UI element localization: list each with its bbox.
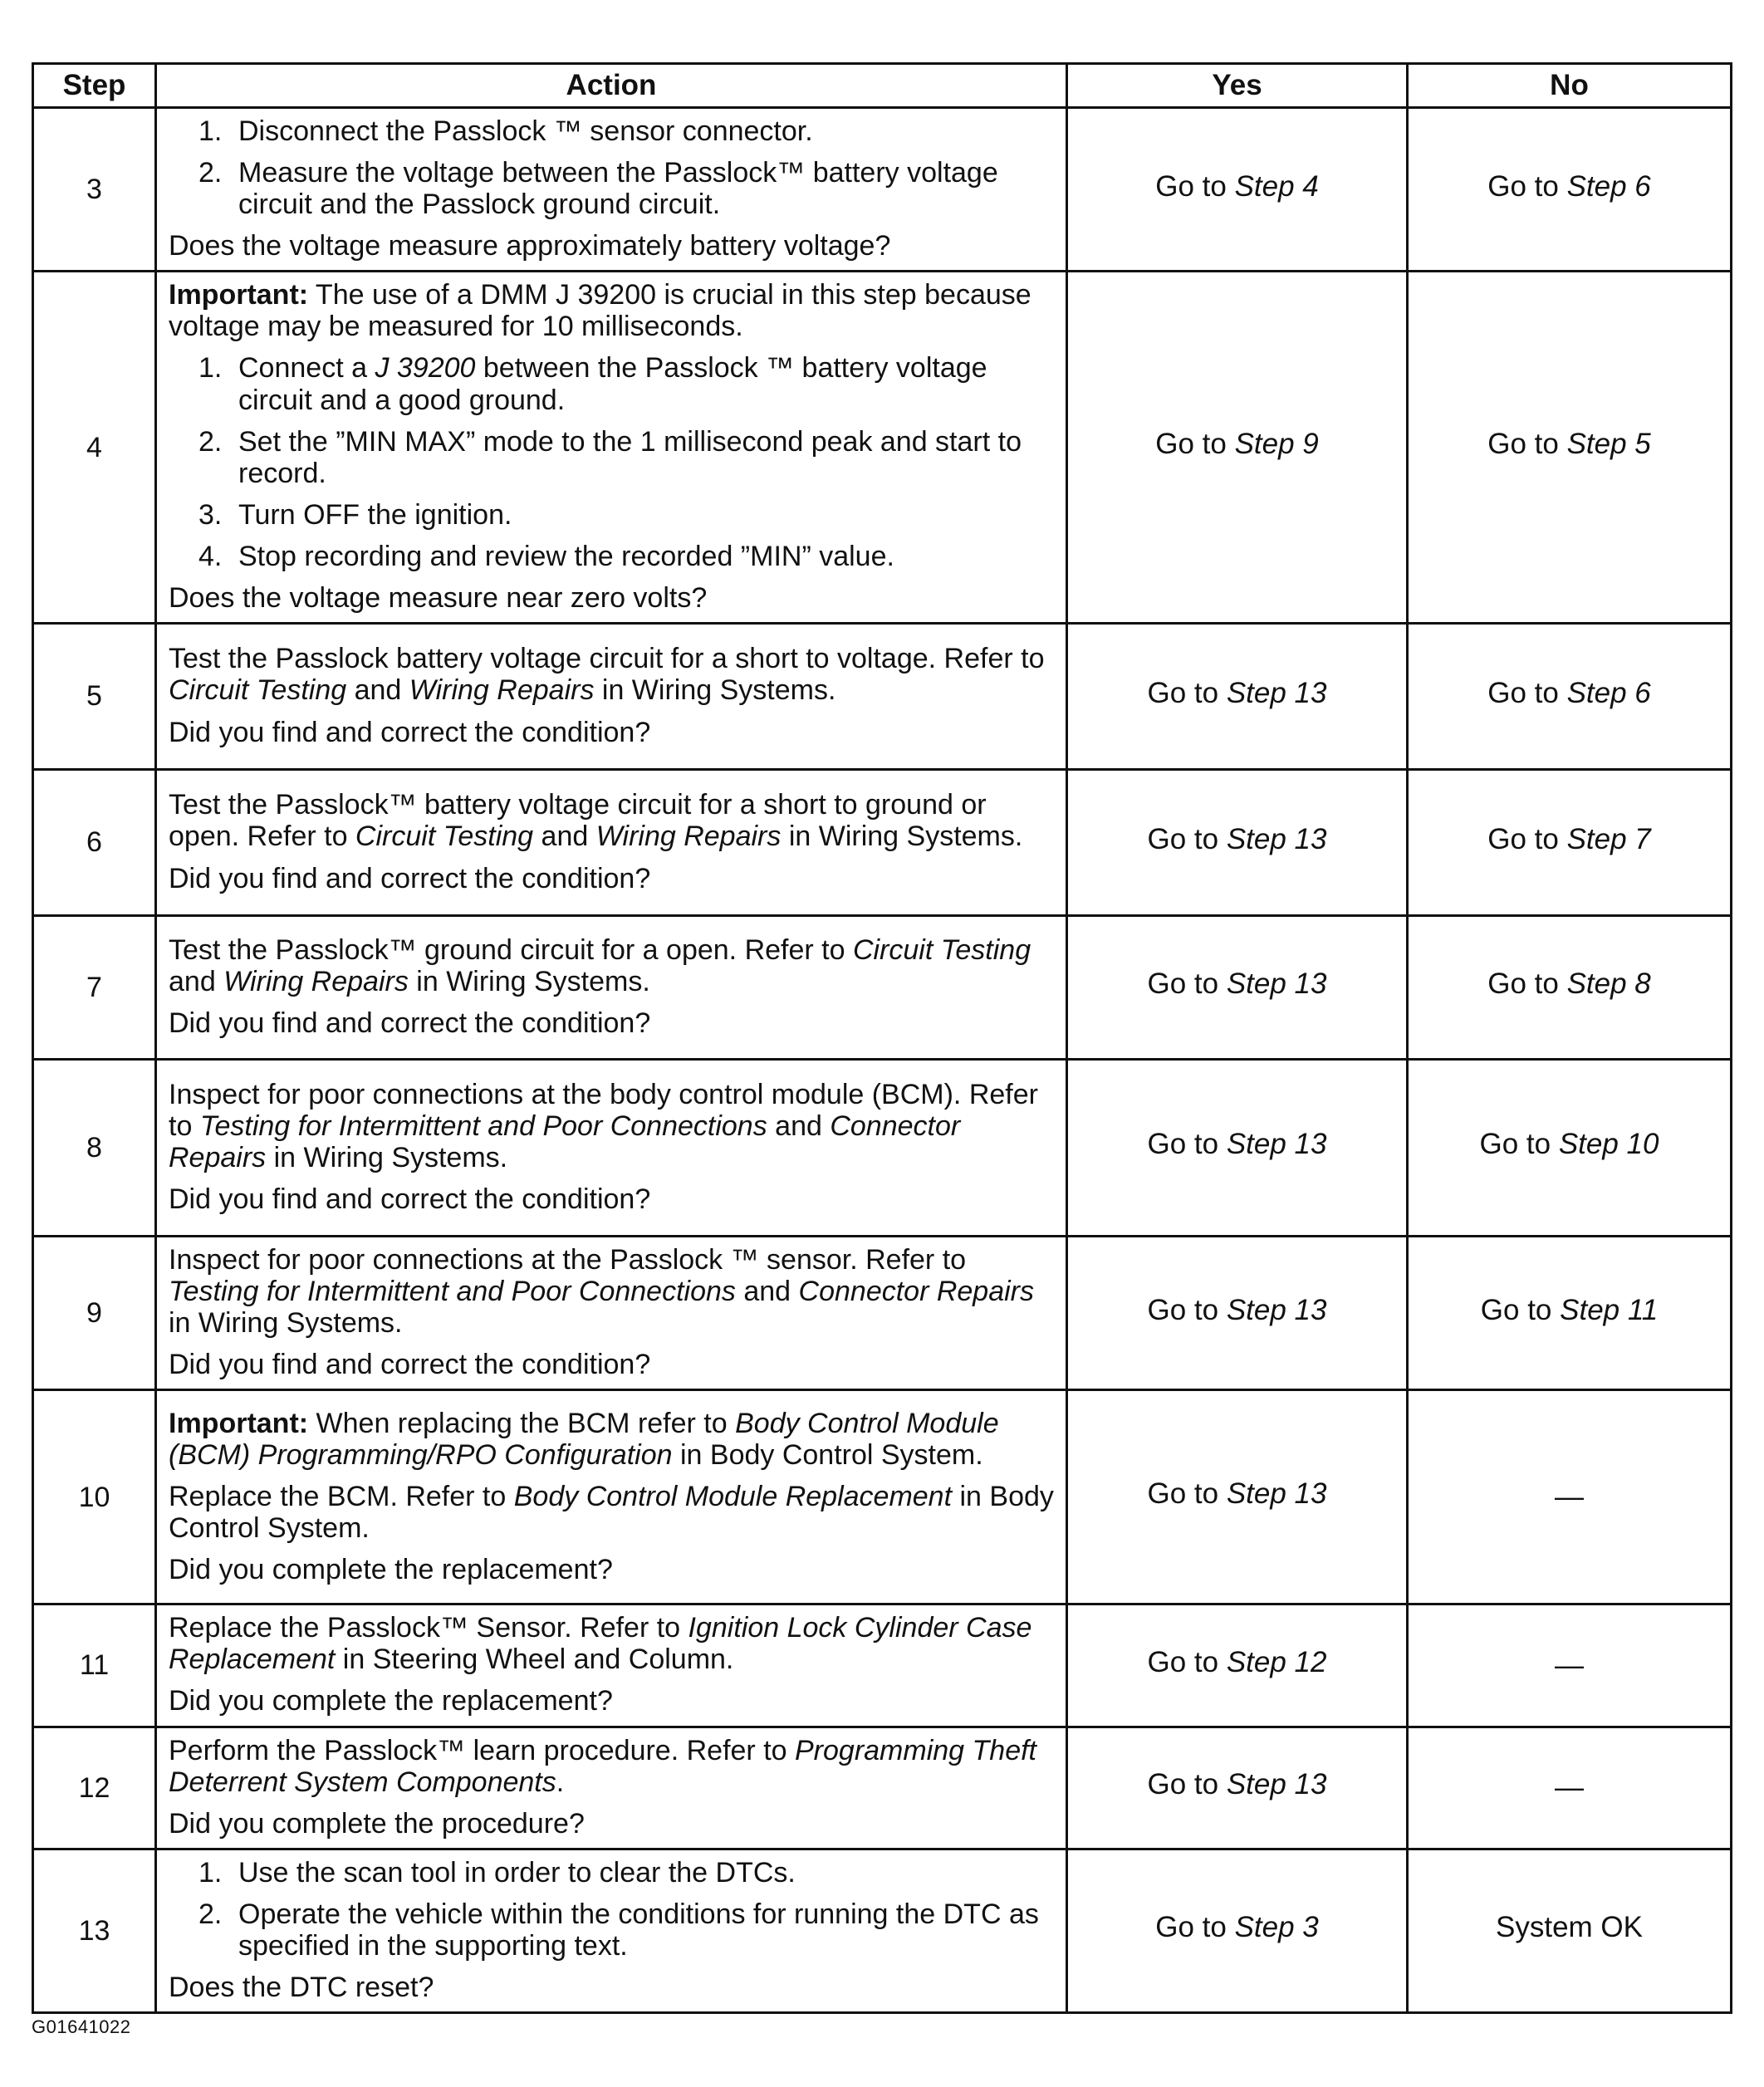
action-paragraph	[169, 279, 1054, 342]
action-cell	[156, 1727, 1067, 1849]
goto-prefix: Go to	[1155, 428, 1235, 461]
text-run: in Wiring Systems.	[169, 1307, 403, 1340]
goto-step-link[interactable]: Step 13	[1226, 676, 1327, 709]
goto-prefix: Go to	[1155, 169, 1235, 203]
procedure-step-text	[238, 157, 1054, 220]
action-question	[169, 1808, 1054, 1840]
step-number: 8	[33, 1060, 156, 1237]
action-cell	[156, 1237, 1067, 1390]
text-run: Test the Passlock battery voltage circuit for a short to voltage. Refer to	[169, 643, 1045, 675]
goto-prefix: Go to	[1487, 968, 1567, 1001]
action-paragraph	[169, 1481, 1054, 1544]
procedure-step-text	[238, 541, 1054, 572]
goto-prefix: Go to	[1155, 1911, 1235, 1944]
goto-step-link[interactable]: Step 13	[1226, 1768, 1327, 1801]
no-outcome	[1408, 108, 1732, 272]
reference-text: Ignition Lock Cylinder Case Replacement	[169, 1612, 1032, 1676]
goto-prefix: Go to	[1147, 1645, 1227, 1678]
yes-outcome	[1067, 1060, 1408, 1237]
header-yes: Yes	[1067, 64, 1408, 108]
table-row	[33, 1849, 1732, 2012]
goto-step-link[interactable]: Step 6	[1566, 169, 1651, 203]
table-row	[33, 108, 1732, 272]
action-cell	[156, 624, 1067, 770]
procedure-step-text	[238, 1857, 1054, 1889]
step-number: 10	[33, 1390, 156, 1604]
yes-outcome	[1067, 1604, 1408, 1727]
table-body	[33, 108, 1732, 2013]
text-run: Operate the vehicle within the conditions for running the DTC as specified in the supporting text.	[238, 1898, 1039, 1962]
action-cell	[156, 108, 1067, 272]
table-header-row	[33, 64, 1732, 108]
text-run: Did you complete the replacement?	[169, 1685, 613, 1717]
not-applicable-dash: —	[1555, 1481, 1584, 1514]
goto-step-link[interactable]: Step 10	[1558, 1128, 1659, 1161]
text-run: and	[346, 674, 409, 707]
yes-outcome	[1067, 1849, 1408, 2012]
step-number: 4	[33, 272, 156, 624]
reference-text: Circuit Testing	[169, 674, 347, 707]
yes-outcome	[1067, 1390, 1408, 1604]
text-run: in Wiring Systems.	[781, 821, 1023, 853]
procedure-step	[169, 352, 1054, 415]
text-run: Connect a	[238, 352, 375, 385]
action-paragraph	[169, 789, 1054, 852]
reference-text: Wiring Repairs	[409, 674, 595, 707]
action-paragraph	[169, 934, 1054, 997]
goto-prefix: Go to	[1487, 676, 1567, 709]
goto-step-link[interactable]: Step 13	[1226, 822, 1327, 855]
text-run: Measure the voltage between the Passlock™ battery voltage circuit and the Passlock ground circuit.	[238, 157, 998, 221]
no-outcome	[1408, 770, 1732, 916]
action-paragraph	[169, 1612, 1054, 1675]
procedure-step-number: 2.	[198, 1898, 223, 1930]
procedure-step-text	[238, 426, 1054, 489]
text-run: Does the voltage measure near zero volts?	[169, 581, 708, 614]
text-run: Does the DTC reset?	[169, 1972, 434, 2004]
figure-id: G01641022	[32, 2016, 131, 2037]
step-number: 11	[33, 1604, 156, 1727]
no-outcome	[1408, 1390, 1732, 1604]
procedure-step	[169, 541, 1054, 572]
text-run: in Wiring Systems.	[266, 1142, 508, 1174]
step-number: 7	[33, 916, 156, 1060]
procedure-step	[169, 1857, 1054, 1889]
action-cell	[156, 770, 1067, 916]
procedure-step	[169, 426, 1054, 489]
goto-prefix: Go to	[1147, 1477, 1227, 1511]
text-run: Replace the Passlock™ Sensor. Refer to	[169, 1612, 688, 1644]
text-run: in Wiring Systems.	[408, 965, 650, 997]
action-cell	[156, 1849, 1067, 2012]
table-row	[33, 624, 1732, 770]
goto-prefix: Go to	[1147, 1293, 1227, 1326]
goto-step-link[interactable]: Step 9	[1234, 428, 1319, 461]
procedure-step-text	[238, 115, 1054, 147]
header-step: Step	[33, 64, 156, 108]
procedure-step	[169, 1898, 1054, 1962]
bold-label: Important:	[169, 279, 309, 311]
goto-step-link[interactable]: Step 5	[1566, 428, 1651, 461]
no-outcome	[1408, 1060, 1732, 1237]
goto-prefix: Go to	[1147, 968, 1227, 1001]
goto-step-link[interactable]: Step 6	[1566, 676, 1651, 709]
goto-prefix: Go to	[1487, 428, 1567, 461]
text-run: Stop recording and review the recorded ”MIN” value.	[238, 540, 894, 572]
no-outcome	[1408, 916, 1732, 1060]
procedure-step-number: 1.	[198, 352, 223, 385]
action-cell	[156, 1604, 1067, 1727]
yes-outcome	[1067, 916, 1408, 1060]
no-outcome	[1408, 1604, 1732, 1727]
table-row	[33, 272, 1732, 624]
step-number: 13	[33, 1849, 156, 2012]
bold-label: Important:	[169, 1407, 309, 1439]
text-run: Did you complete the replacement?	[169, 1553, 613, 1585]
reference-text: Body Control Module Replacement	[513, 1480, 953, 1512]
text-run: Did you find and correct the condition?	[169, 716, 651, 748]
procedure-step-text	[238, 1898, 1054, 1962]
text-run: Perform the Passlock™ learn procedure. Refer to	[169, 1734, 795, 1766]
not-applicable-dash: —	[1555, 1649, 1584, 1682]
yes-outcome	[1067, 1237, 1408, 1390]
no-outcome	[1408, 272, 1732, 624]
reference-text: Wiring Repairs	[595, 821, 782, 853]
action-question	[169, 230, 1054, 262]
action-paragraph	[169, 1244, 1054, 1339]
step-number: 9	[33, 1237, 156, 1390]
procedure-step-number: 4.	[198, 540, 223, 572]
text-run: Did you find and correct the condition?	[169, 862, 651, 894]
procedure-step-number: 1.	[198, 1856, 223, 1889]
procedure-step	[169, 115, 1054, 147]
action-question	[169, 1349, 1054, 1380]
header-action: Action	[156, 64, 1067, 108]
yes-outcome	[1067, 272, 1408, 624]
goto-step-link[interactable]: Step 8	[1566, 968, 1651, 1001]
reference-text: Connector Repairs	[169, 1110, 961, 1174]
action-cell	[156, 916, 1067, 1060]
not-applicable-dash: —	[1555, 1771, 1584, 1805]
text-run: The use of a DMM J 39200 is crucial in this step because voltage may be measured for 10 milliseconds.	[169, 279, 1031, 343]
text-run: Use the scan tool in order to clear the DTCs.	[238, 1856, 796, 1889]
text-run: Turn OFF the ignition.	[238, 498, 512, 531]
action-question	[169, 717, 1054, 748]
goto-step-link[interactable]: Step 13	[1226, 1128, 1327, 1161]
goto-prefix: Go to	[1147, 676, 1227, 709]
text-run: Replace the BCM. Refer to	[169, 1480, 514, 1512]
goto-prefix: Go to	[1147, 822, 1227, 855]
yes-outcome	[1067, 624, 1408, 770]
table-row	[33, 1727, 1732, 1849]
no-outcome	[1408, 1237, 1732, 1390]
action-paragraph	[169, 1735, 1054, 1798]
action-question	[169, 1972, 1054, 2003]
goto-prefix: Go to	[1487, 169, 1567, 203]
reference-text: Testing for Intermittent and Poor Connections	[169, 1276, 736, 1308]
text-run: .	[556, 1766, 565, 1798]
goto-prefix: Go to	[1147, 1128, 1227, 1161]
reference-text: Testing for Intermittent and Poor Connections	[199, 1110, 767, 1142]
goto-prefix: Go to	[1479, 1128, 1559, 1161]
text-run: and	[735, 1276, 799, 1308]
goto-step-link[interactable]: Step 11	[1560, 1293, 1659, 1326]
text-run: in Wiring Systems.	[594, 674, 836, 707]
action-question	[169, 863, 1054, 894]
reference-text: J 39200	[375, 352, 476, 385]
procedure-step-text	[238, 352, 1054, 415]
table-row	[33, 1060, 1732, 1237]
table-row	[33, 916, 1732, 1060]
no-outcome	[1408, 1849, 1732, 2012]
action-cell	[156, 1390, 1067, 1604]
yes-outcome	[1067, 770, 1408, 916]
action-paragraph	[169, 1408, 1054, 1471]
procedure-step-number: 2.	[198, 157, 223, 189]
action-paragraph	[169, 1079, 1054, 1173]
reference-text: Wiring Repairs	[223, 965, 409, 997]
text-run: Test the Passlock™ battery voltage circuit for a short to ground or open. Refer to	[169, 789, 987, 853]
goto-step-link[interactable]: Step 4	[1234, 169, 1319, 203]
goto-prefix: Go to	[1487, 822, 1567, 855]
text-run: in Body Control System.	[672, 1438, 983, 1471]
reference-text: Connector Repairs	[798, 1276, 1035, 1308]
reference-text: Programming Theft Deterrent System Components	[169, 1734, 1036, 1798]
reference-text: Circuit Testing	[355, 821, 534, 853]
goto-step-link[interactable]: Step 13	[1226, 968, 1327, 1001]
goto-step-link[interactable]: Step 12	[1226, 1645, 1327, 1678]
text-run: When replacing the BCM refer to	[308, 1407, 736, 1439]
goto-prefix: Go to	[1480, 1293, 1561, 1326]
action-question	[169, 1007, 1054, 1039]
action-question	[169, 1685, 1054, 1717]
text-run: Inspect for poor connections at the Passlock ™ sensor. Refer to	[169, 1244, 967, 1276]
text-run: between the Passlock ™ battery voltage circuit and a good ground.	[238, 352, 987, 416]
yes-outcome	[1067, 1727, 1408, 1849]
reference-text: Circuit Testing	[852, 933, 1031, 966]
diagnostic-table	[32, 62, 1732, 2014]
action-paragraph	[169, 643, 1054, 706]
text-run: Did you complete the procedure?	[169, 1807, 585, 1840]
table-row	[33, 1237, 1732, 1390]
text-run: Does the voltage measure approximately battery voltage?	[169, 230, 891, 262]
reference-text: Body Control Module (BCM) Programming/RPO Configuration	[169, 1407, 999, 1471]
text-run: and	[169, 965, 224, 997]
action-question	[169, 582, 1054, 614]
action-question	[169, 1554, 1054, 1585]
no-outcome	[1408, 1727, 1732, 1849]
step-number: 3	[33, 108, 156, 272]
step-number: 5	[33, 624, 156, 770]
yes-outcome	[1067, 108, 1408, 272]
goto-step-link[interactable]: Step 13	[1226, 1293, 1327, 1326]
text-run: and	[767, 1110, 831, 1142]
no-outcome	[1408, 624, 1732, 770]
table-row	[33, 1390, 1732, 1604]
action-question	[169, 1183, 1054, 1215]
procedure-step-text	[238, 499, 1054, 531]
table-row	[33, 770, 1732, 916]
text-run: and	[533, 821, 596, 853]
procedure-step-number: 2.	[198, 425, 223, 458]
text-run: Test the Passlock™ ground circuit for a open. Refer to	[169, 933, 853, 966]
step-number: 6	[33, 770, 156, 916]
procedure-step-number: 3.	[198, 498, 223, 531]
text-run: in Body Control System.	[169, 1480, 1054, 1544]
text-run: Did you find and correct the condition?	[169, 1349, 651, 1381]
goto-step-link[interactable]: Step 13	[1226, 1477, 1327, 1511]
procedure-step-number: 1.	[198, 115, 223, 147]
step-number: 12	[33, 1727, 156, 1849]
goto-step-link[interactable]: Step 7	[1566, 822, 1651, 855]
goto-step-link[interactable]: Step 3	[1234, 1911, 1319, 1944]
text-run: Set the ”MIN MAX” mode to the 1 millisecond peak and start to record.	[238, 425, 1022, 489]
text-run: Did you find and correct the condition?	[169, 1007, 651, 1040]
text-run: Did you find and correct the condition?	[169, 1183, 651, 1216]
outcome-text: System OK	[1496, 1911, 1643, 1944]
procedure-step	[169, 499, 1054, 531]
text-run: in Steering Wheel and Column.	[335, 1644, 734, 1676]
action-cell	[156, 272, 1067, 624]
text-run: Inspect for poor connections at the body control module (BCM). Refer to	[169, 1078, 1038, 1142]
table-row	[33, 1604, 1732, 1727]
goto-prefix: Go to	[1147, 1768, 1227, 1801]
text-run: Disconnect the Passlock ™ sensor connector.	[238, 115, 813, 147]
procedure-step	[169, 157, 1054, 220]
action-cell	[156, 1060, 1067, 1237]
header-no: No	[1408, 64, 1732, 108]
